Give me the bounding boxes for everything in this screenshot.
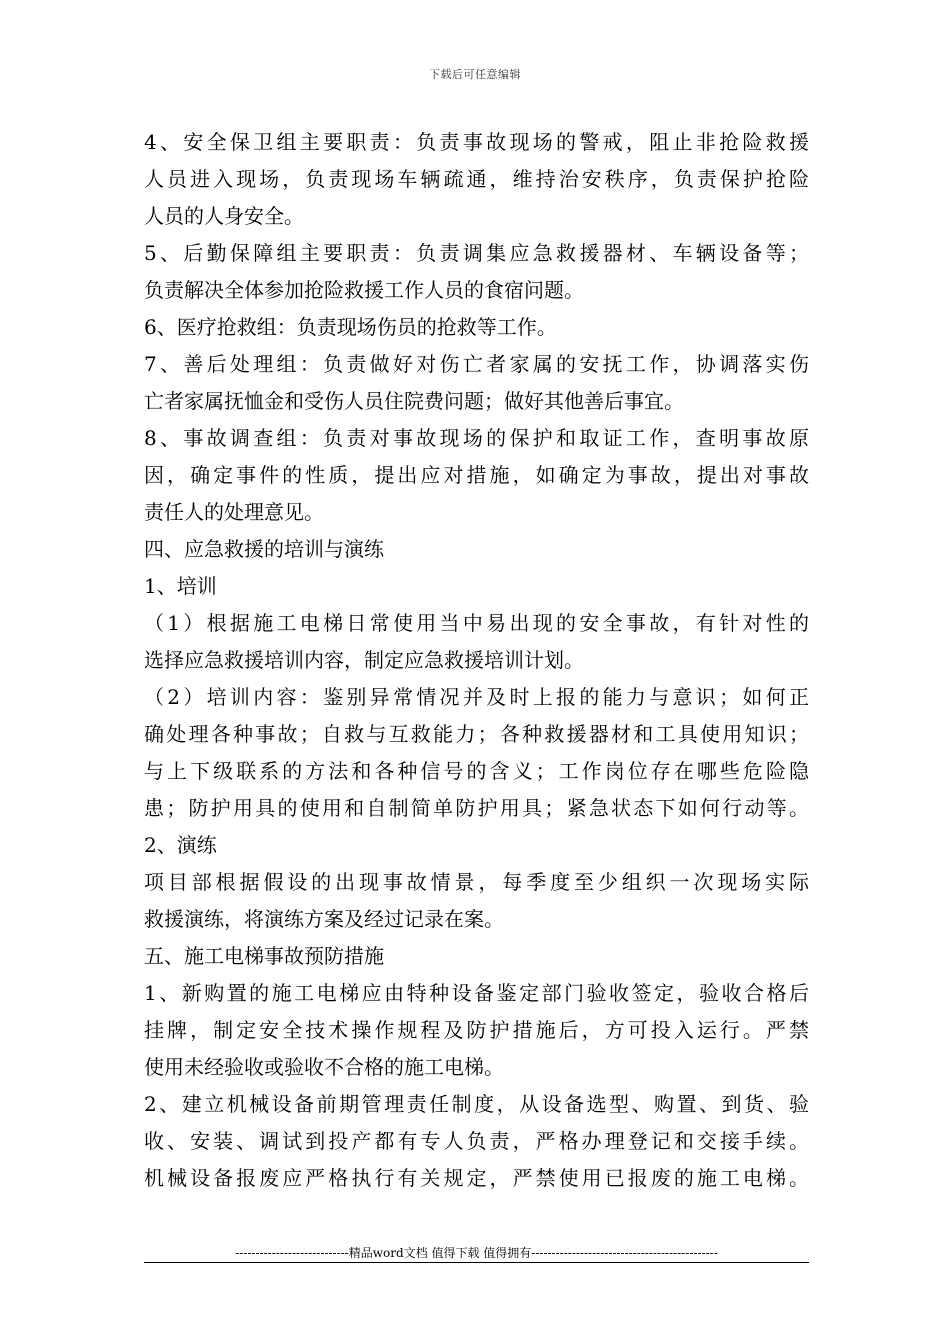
text-line: 救援演练，将演练方案及经过记录在案。 bbox=[144, 907, 504, 931]
section-heading: 四、应急救援的培训与演练 bbox=[144, 537, 384, 561]
footer-divider bbox=[144, 1262, 809, 1263]
text-line: 6、医疗抢救组：负责现场伤员的抢救等工作。 bbox=[144, 315, 557, 339]
page-header: 下载后可任意编辑 bbox=[429, 68, 521, 81]
document-body bbox=[144, 124, 809, 1197]
text-line: 机械设备报废应严格执行有关规定，严禁使用已报废的施工电梯。 bbox=[144, 1166, 809, 1190]
text-line: 责任人的处理意见。 bbox=[144, 500, 324, 524]
text-line: 人员进入现场，负责现场车辆疏通，维持治安秩序，负责保护抢险 bbox=[144, 167, 809, 191]
text-line: 负责解决全体参加抢险救援工作人员的食宿问题。 bbox=[144, 278, 584, 302]
text-line: 7、善后处理组：负责做好对伤亡者家属的安抚工作，协调落实伤 bbox=[144, 352, 809, 376]
text-line: 项目部根据假设的出现事故情景，每季度至少组织一次现场实际 bbox=[144, 870, 809, 894]
text-line: 亡者家属抚恤金和受伤人员住院费问题；做好其他善后事宜。 bbox=[144, 389, 684, 413]
page-footer: ----------------------------精品word文档 值得下载 值得拥有---------------------------------------------- bbox=[235, 1246, 718, 1260]
text-line: 人员的人身安全。 bbox=[144, 204, 304, 228]
subsection-heading: 1、培训 bbox=[144, 574, 217, 598]
text-line: 确处理各种事故；自救与互救能力；各种救援器材和工具使用知识； bbox=[144, 722, 809, 746]
text-line: 选择应急救援培训内容，制定应急救援培训计划。 bbox=[144, 648, 584, 672]
subsection-heading: 2、演练 bbox=[144, 833, 217, 857]
text-line: 收、安装、调试到投产都有专人负责，严格办理登记和交接手续。 bbox=[144, 1129, 809, 1153]
text-line: 2、建立机械设备前期管理责任制度，从设备选型、购置、到货、验 bbox=[144, 1092, 809, 1116]
text-line: 1、新购置的施工电梯应由特种设备鉴定部门验收签定，验收合格后 bbox=[144, 981, 809, 1005]
text-line: 挂牌，制定安全技术操作规程及防护措施后，方可投入运行。严禁 bbox=[144, 1018, 809, 1042]
section-heading: 五、施工电梯事故预防措施 bbox=[144, 944, 384, 968]
text-line: 使用未经验收或验收不合格的施工电梯。 bbox=[144, 1055, 504, 1079]
text-line: 因，确定事件的性质，提出应对措施，如确定为事故，提出对事故 bbox=[144, 463, 809, 487]
text-line: 4、安全保卫组主要职责：负责事故现场的警戒，阻止非抢险救援 bbox=[144, 130, 809, 154]
text-line: （2）培训内容：鉴别异常情况并及时上报的能力与意识；如何正 bbox=[144, 685, 809, 709]
text-line: 5、后勤保障组主要职责：负责调集应急救援器材、车辆设备等； bbox=[144, 241, 809, 265]
text-line: （1）根据施工电梯日常使用当中易出现的安全事故，有针对性的 bbox=[144, 611, 809, 635]
text-line: 与上下级联系的方法和各种信号的含义；工作岗位存在哪些危险隐 bbox=[144, 759, 809, 783]
text-line: 患；防护用具的使用和自制简单防护用具；紧急状态下如何行动等。 bbox=[144, 796, 809, 820]
text-line: 8、事故调查组：负责对事故现场的保护和取证工作，查明事故原 bbox=[144, 426, 809, 450]
